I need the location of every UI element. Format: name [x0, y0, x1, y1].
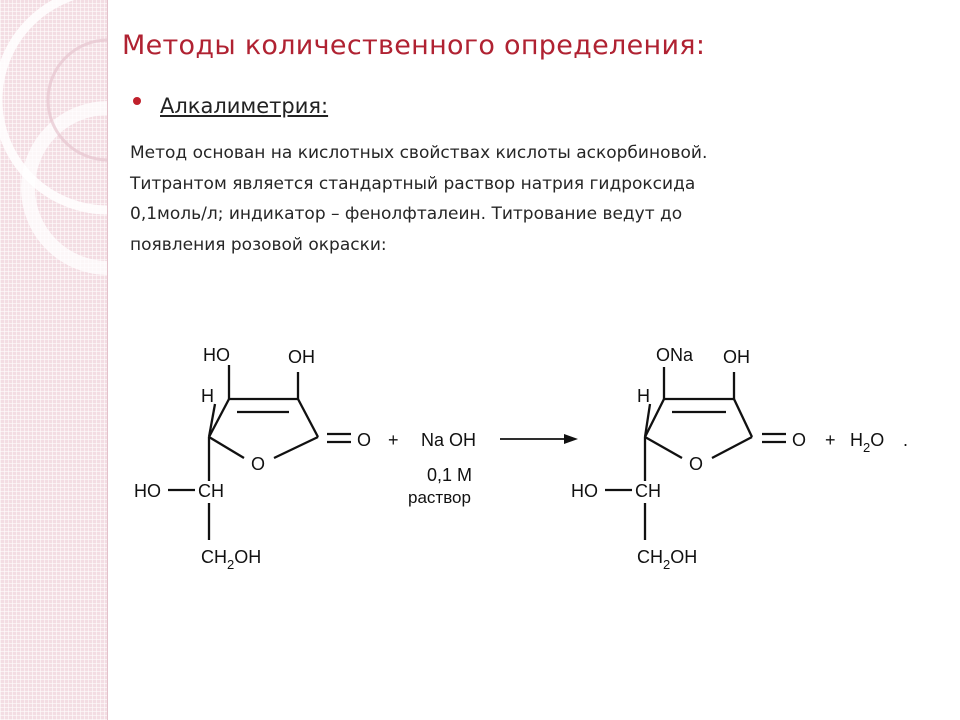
reagent-naoh: Na OH	[421, 430, 477, 450]
plus-sign: +	[388, 430, 399, 450]
label-oh-top: OH	[723, 347, 750, 367]
water-formula: $H_2O$	[850, 430, 885, 455]
label-carbonyl-o: O	[357, 430, 372, 450]
description-line: Метод основан на кислотных свойствах кислоты аскорбиновой.	[130, 143, 708, 163]
slide-title: Методы количественного определения:	[122, 30, 706, 61]
reactant-ascorbic-acid	[168, 365, 351, 540]
description-line: 0,1моль/л; индикатор – фенолфталеин. Титрование ведут до	[130, 204, 683, 224]
label-oh-top: OH	[288, 347, 315, 367]
label-ona: ONa	[656, 345, 694, 365]
reagent-concentration: 0,1 M	[427, 465, 473, 485]
label-ring-o: O	[689, 454, 704, 474]
label-h: H	[201, 386, 214, 406]
plus-sign: +	[825, 430, 836, 450]
reagent-note: раствор	[408, 488, 471, 507]
label-side-ch: CH	[635, 481, 661, 501]
description-line: появления розовой окраски:	[130, 234, 387, 255]
label-ch2oh: $CH_2OH$	[637, 547, 698, 572]
label-side-ch: CH	[198, 481, 224, 501]
label-side-ho: HO	[571, 481, 598, 501]
reactant-labels	[134, 345, 371, 572]
reaction-arrow	[500, 434, 578, 444]
period: .	[903, 430, 909, 450]
label-ring-o: O	[251, 454, 266, 474]
label-ch2oh: $CH_2OH$	[201, 547, 262, 572]
label-side-ho: HO	[134, 481, 161, 501]
label-h: H	[637, 386, 650, 406]
description-line: Титрантом является стандартный раствор натрия гидроксида	[130, 173, 696, 194]
product-labels	[571, 345, 806, 572]
label-ho-top: HO	[203, 345, 230, 365]
label-carbonyl-o: O	[792, 430, 807, 450]
subheading-alkalimetry: Алкалиметрия:	[160, 94, 329, 118]
